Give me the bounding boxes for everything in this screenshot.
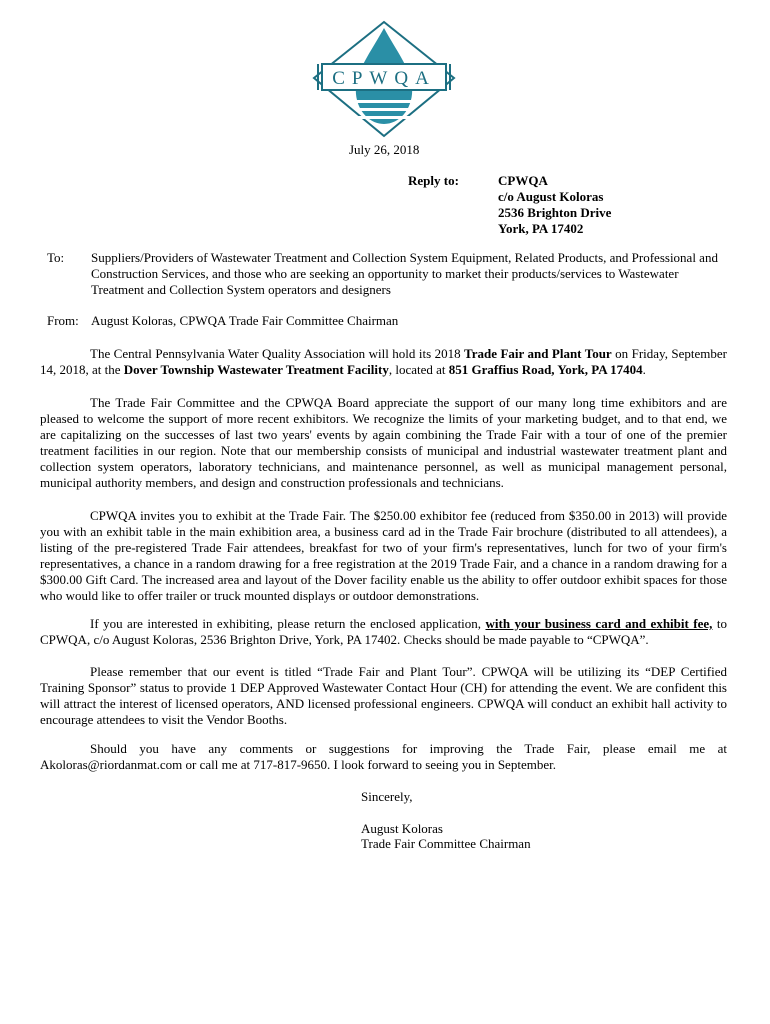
logo-text: CPWQA: [332, 68, 436, 89]
event-name: Trade Fair and Plant Tour: [464, 346, 612, 361]
signature-title: Trade Fair Committee Chairman: [361, 836, 531, 851]
from-label: From:: [47, 313, 79, 328]
facility-name: Dover Township Wastewater Treatment Facility: [123, 362, 389, 377]
reply-line: 2536 Brighton Drive: [498, 205, 612, 220]
to-label: To:: [47, 250, 65, 265]
paragraph-contact: Should you have any comments or suggestions for improving the Trade Fair, please email me at Akoloras@riordanmat.com or call me at 717-817-9650. I look forward to seeing you in September.: [40, 741, 727, 772]
reply-to-label: Reply to:: [408, 173, 459, 188]
from-text: August Koloras, CPWQA Trade Fair Committee Chairman: [91, 313, 399, 328]
p1-text: , located at: [388, 362, 449, 377]
p4-text: If you are interested in exhibiting, please return the enclosed application,: [90, 616, 486, 631]
reply-line: York, PA 17402: [498, 221, 584, 236]
reply-line: c/o August Koloras: [498, 189, 604, 204]
p4-text: to CPWQA, c/o August Koloras, 2536 Brighton Drive, York, PA 17402. Checks should be made payable to “CPWQA”.: [40, 616, 727, 647]
paragraph-application: [40, 616, 727, 648]
closing: Sincerely,: [361, 789, 413, 804]
to-text: Suppliers/Providers of Wastewater Treatment and Collection System Equipment, Related Products, and Professional and Construction Services, and those who are seeking an opportunity to market their products/services to Wastewater Treatment and Collection System operators and designers: [91, 250, 718, 297]
business-card-note: with your business card and exhibit fee,: [485, 616, 713, 631]
signature-name: August Koloras: [361, 821, 443, 836]
paragraph-invitation: CPWQA invites you to exhibit at the Trade Fair. The $250.00 exhibitor fee (reduced from $350.00 in 2013) will provide you with an exhibit table in the main exhibition area, a business card ad in the Trade Fair brochure (distributed to all attendees), a listing of the pre-registered Trade Fair attendees, breakfast for two of your firm's representatives, lunch for two of your firm's representatives, a chance in a random drawing for a free registration at the 2019 Trade Fair, and a chance in a random drawing for a $300.00 Gift Card. The increased area and layout of the Dover facility enable us the ability to offer outdoor exhibit spaces for those who would like to offer trailer or truck mounted displays or outdoor demonstrations.: [40, 508, 727, 603]
paragraph-dep-credit: Please remember that our event is titled “Trade Fair and Plant Tour”. CPWQA will be utilizing its “DEP Certified Training Sponsor” status to provide 1 DEP Approved Wastewater Contact Hour (CH) for attending the event. We are confident this will attract the interest of licensed operators, AND licensed professional engineers. CPWQA will conduct an exhibit hall activity to encourage attendees to visit the Vendor Booths.: [40, 664, 727, 727]
cpwqa-logo: [312, 20, 456, 138]
paragraph-appreciation: The Trade Fair Committee and the CPWQA Board appreciate the support of our many long time exhibitors and are pleased to welcome the support of more recent exhibitors. We recognize the limits of your marketing budget, and to that end, we are capitalizing on the successes of last two years' events by again combining the Trade Fair with a tour of one of the premier treatment facilities in our region. Note that our membership consists of municipal and industrial wastewater treatment plant and collection system operators, laboratory technicians, and maintenance personnel, as well as municipal management personal, municipal authority members, and design and construction professionals and technicians.: [40, 395, 727, 490]
letter-date: July 26, 2018: [349, 142, 420, 157]
facility-address: 851 Graffius Road, York, PA 17404: [448, 362, 643, 377]
reply-line: CPWQA: [498, 173, 548, 188]
reply-address: [498, 173, 611, 237]
paragraph-event: [40, 346, 727, 378]
p1-text: .: [642, 362, 646, 377]
p1-text: on Friday, September 14, 2018, at the: [40, 346, 727, 377]
p1-text: The Central Pennsylvania Water Quality Association will hold its 2018: [90, 346, 465, 361]
